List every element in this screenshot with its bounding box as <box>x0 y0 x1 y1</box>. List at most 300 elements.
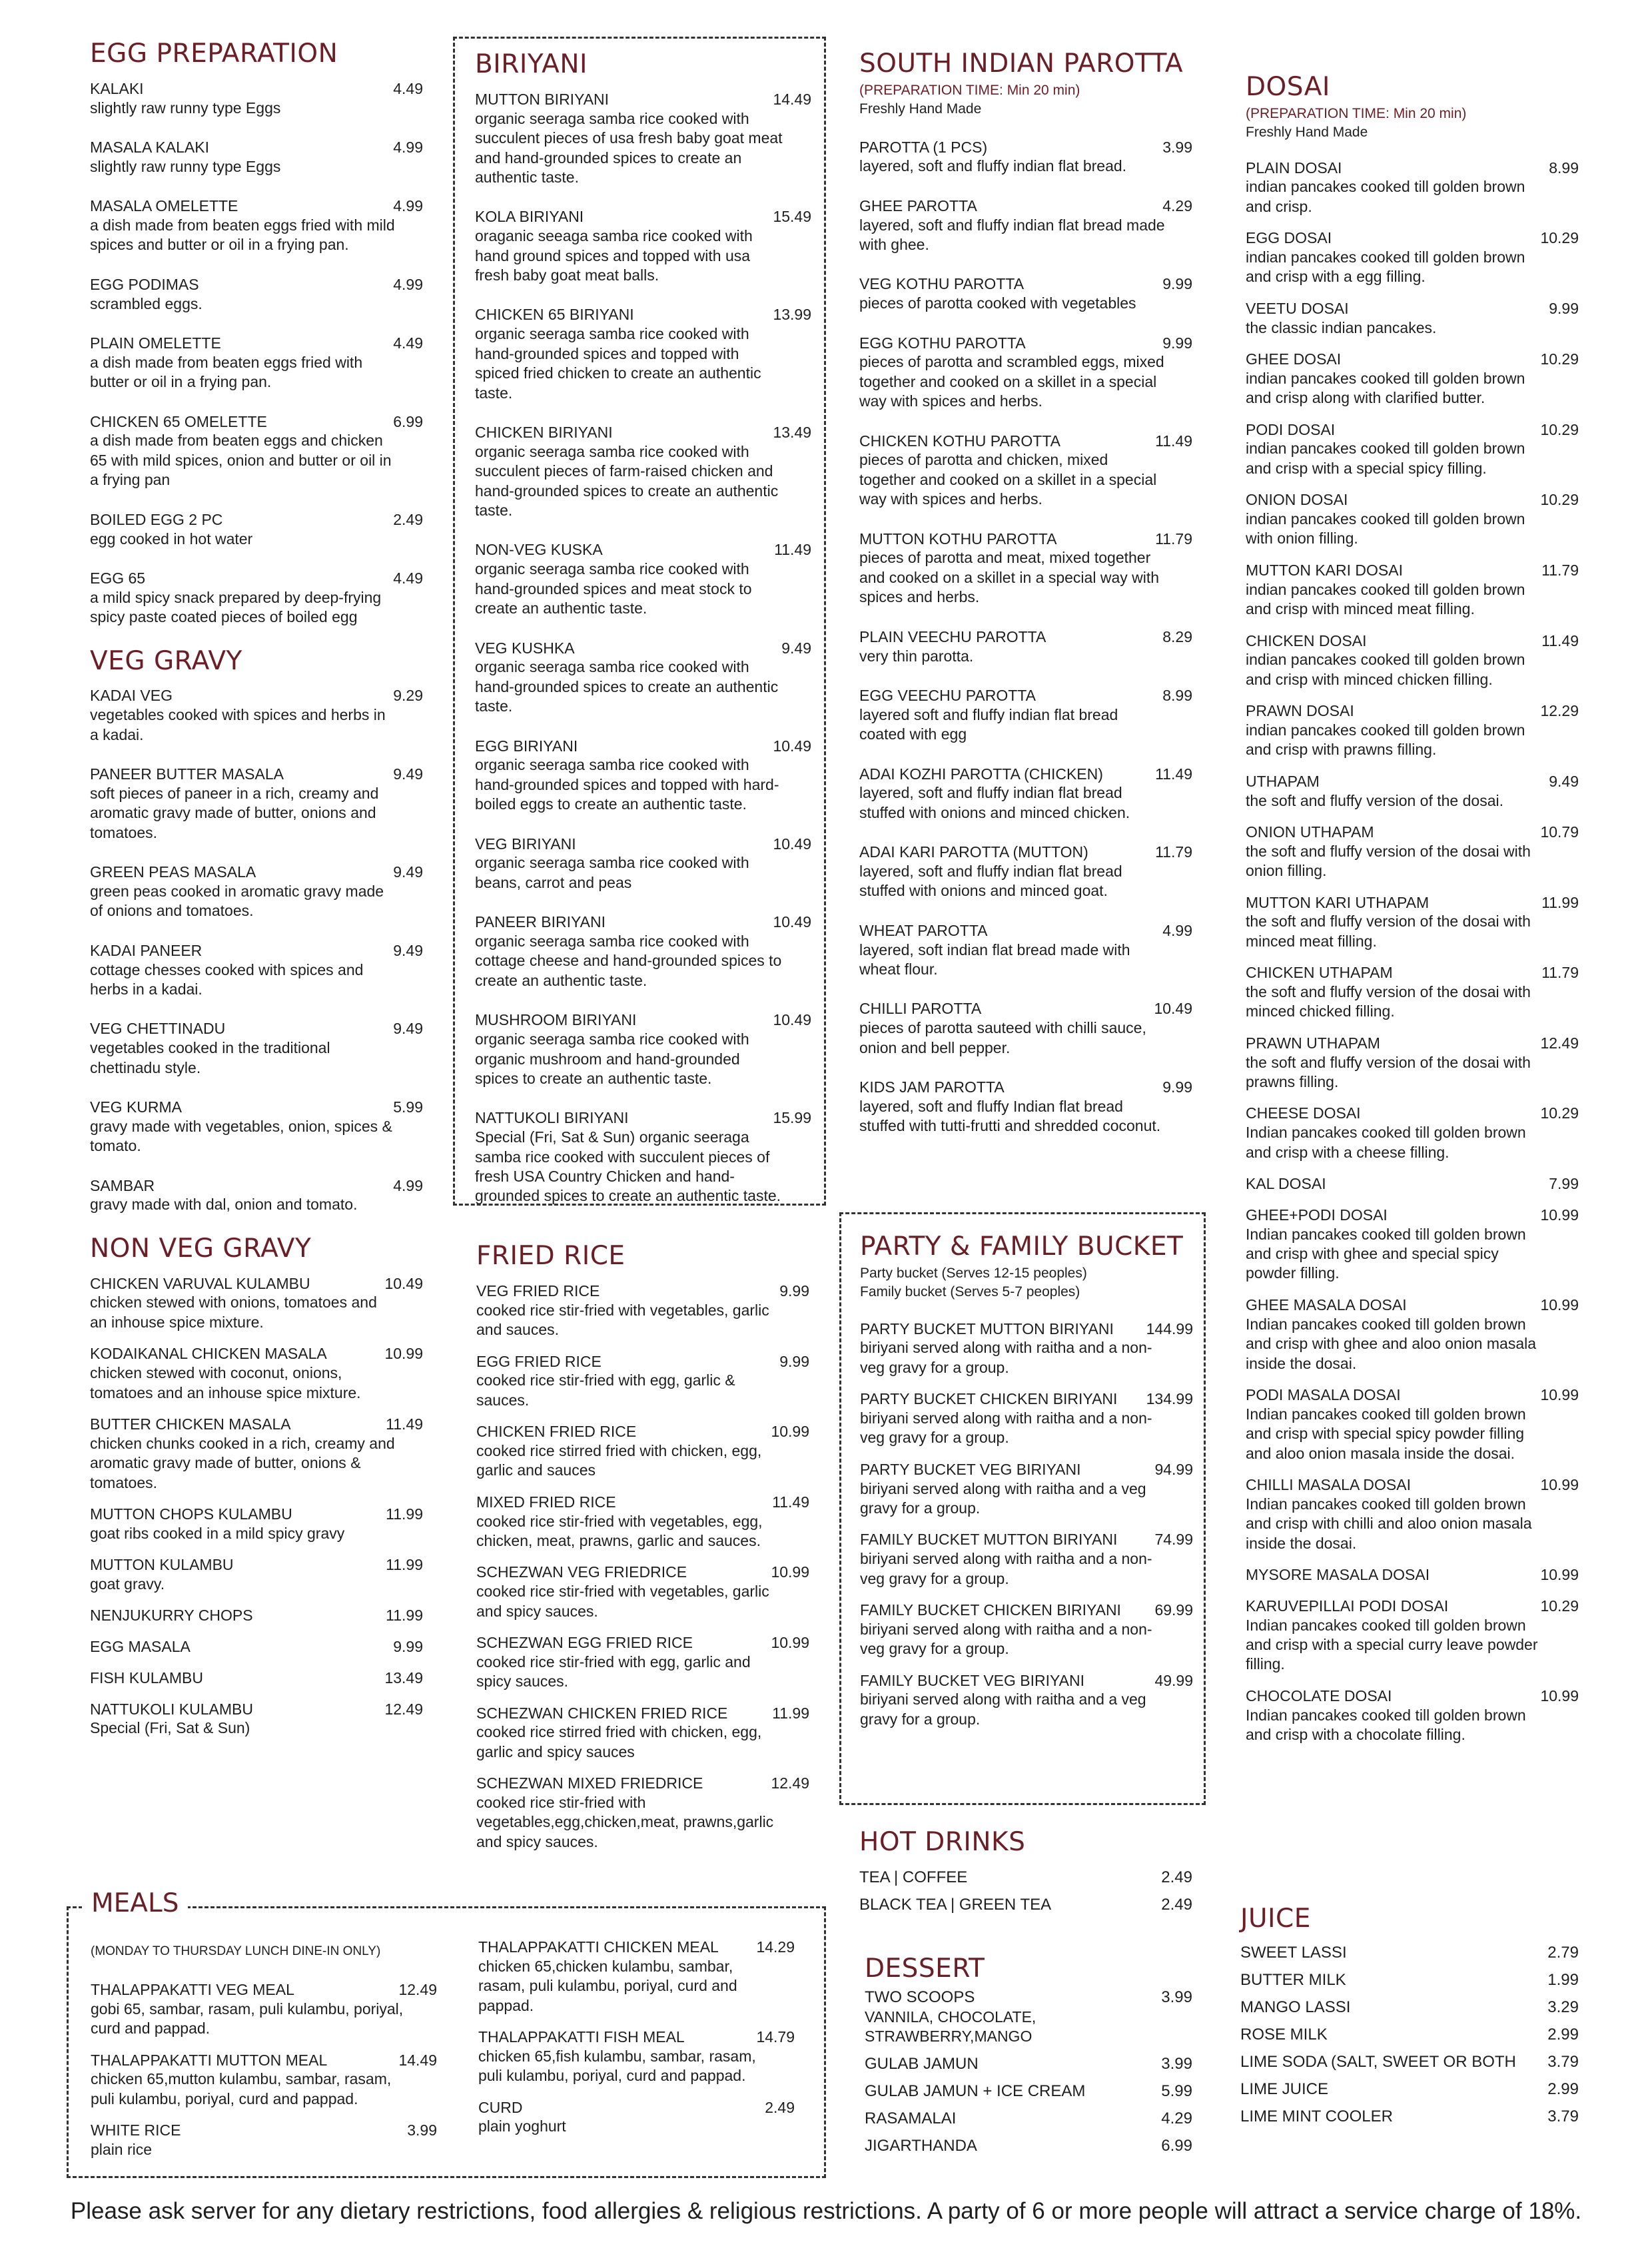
menu-item <box>1246 1475 1579 1553</box>
menu-item-header <box>90 1274 423 1294</box>
menu-item <box>1246 963 1579 1022</box>
menu-item-name: GHEE PAROTTA <box>859 196 977 214</box>
menu-item-name: MIXED FRIED RICE <box>476 1493 616 1511</box>
menu-item-price: 10.49 <box>773 835 811 853</box>
menu-item-description: a dish made from beaten eggs fried with butter or oil in a frying pan. <box>90 353 363 391</box>
menu-item-price: 11.99 <box>1541 893 1579 911</box>
menu-item-header <box>475 305 811 324</box>
menu-item-name: KODAIKANAL CHICKEN MASALA <box>90 1345 327 1363</box>
menu-item-name: GULAB JAMUN <box>865 2054 979 2073</box>
menu-item-description: cooked rice stir-fried with vegetables, egg, chicken, meat, prawns, garlic and sauces. <box>476 1512 763 1549</box>
menu-item-header <box>859 432 1192 451</box>
menu-item-price: 5.99 <box>393 1098 423 1116</box>
party-note: Party bucket (Serves 12-15 peoples) <box>860 1265 1087 1281</box>
menu-item-name: PARTY BUCKET MUTTON BIRIYANI <box>860 1319 1114 1337</box>
menu-item <box>476 1774 809 1852</box>
menu-item-header <box>859 138 1192 157</box>
menu-item <box>1246 823 1579 881</box>
menu-item <box>865 2136 1192 2156</box>
egg-preparation-section <box>90 40 423 627</box>
menu-item-price: 12.49 <box>384 1700 423 1718</box>
menu-item-header <box>1240 2025 1579 2045</box>
menu-item-price: 13.99 <box>773 306 811 324</box>
menu-item-price: 10.49 <box>1154 1000 1192 1018</box>
menu-item-header <box>1246 299 1579 318</box>
menu-item-name: ROSE MILK <box>1240 2025 1328 2044</box>
menu-item-header <box>859 274 1192 294</box>
menu-item-description: layered, soft and fluffy indian flat bread stuffed with onions and minced chicken. <box>859 784 1130 821</box>
menu-item-price: 15.99 <box>773 1109 811 1127</box>
menu-item-name: EGG BIRIYANI <box>475 737 578 755</box>
section-title: DOSAI <box>1246 72 1330 102</box>
menu-item-description: pieces of parotta cooked with vegetables <box>859 294 1136 312</box>
dessert-section <box>865 1955 1192 2163</box>
menu-item <box>475 423 811 521</box>
menu-item-name: FAMILY BUCKET VEG BIRIYANI <box>860 1671 1085 1689</box>
menu-item-description: organic seeraga samba rice cooked with beans, carrot and peas <box>475 854 749 891</box>
menu-item-header <box>1240 1998 1579 2018</box>
menu-item-price: 11.49 <box>774 541 811 559</box>
menu-item-description: Indian pancakes cooked till golden brown and crisp with ghee and special spicy powder filling. <box>1246 1225 1526 1282</box>
menu-item-name: KAL DOSAI <box>1246 1175 1326 1193</box>
menu-item-header <box>1246 1206 1579 1225</box>
menu-item <box>859 999 1192 1058</box>
menu-item <box>1246 1104 1579 1162</box>
menu-item-name: LIME MINT COOLER <box>1240 2107 1393 2125</box>
menu-item-header <box>478 2098 795 2117</box>
menu-item-description: the soft and fluffy version of the dosai with minced meat filling. <box>1246 913 1531 950</box>
menu-item <box>859 1078 1192 1136</box>
menu-item-price: 4.49 <box>393 569 423 587</box>
menu-item-header <box>1246 631 1579 651</box>
menu-item <box>90 1505 423 1543</box>
menu-item <box>1246 1034 1579 1092</box>
menu-item <box>860 1530 1193 1589</box>
menu-item-header <box>90 510 423 530</box>
menu-item-header <box>859 627 1192 647</box>
menu-item-name: MUTTON KOTHU PAROTTA <box>859 530 1057 548</box>
menu-item-header <box>1246 350 1579 369</box>
menu-item <box>476 1563 809 1621</box>
section-title: FRIED RICE <box>476 1241 625 1271</box>
menu-item-header <box>1246 159 1579 178</box>
menu-item-description: organic seeraga samba rice cooked with hand-grounded spices and meat stock to create an authentic taste. <box>475 560 752 617</box>
menu-item <box>475 737 811 815</box>
menu-item-price: 4.29 <box>1161 2109 1192 2127</box>
menu-item-name: BUTTER CHICKEN MASALA <box>90 1415 291 1433</box>
menu-item-name: SCHEZWAN VEG FRIEDRICE <box>476 1563 687 1581</box>
menu-item <box>90 941 423 1000</box>
menu-item-description: layered, soft and fluffy indian flat bread. <box>859 157 1127 175</box>
menu-item-description: Special (Fri, Sat & Sun) <box>90 1719 250 1737</box>
menu-item <box>475 207 811 285</box>
menu-item <box>1246 1296 1579 1373</box>
menu-item-header <box>475 737 811 756</box>
menu-item-price: 11.49 <box>386 1415 423 1433</box>
menu-item-price: 10.49 <box>384 1274 423 1292</box>
menu-item-name: CHOCOLATE DOSAI <box>1246 1686 1392 1704</box>
menu-item-header <box>476 1633 809 1653</box>
menu-item <box>859 627 1192 666</box>
menu-item <box>90 765 423 843</box>
menu-item-name: VEG FRIED RICE <box>476 1282 600 1300</box>
menu-item-header <box>475 835 811 854</box>
menu-item-price: 2.79 <box>1547 1943 1579 1962</box>
menu-item <box>1246 893 1579 952</box>
menu-item <box>1246 159 1579 217</box>
menu-item-description: the soft and fluffy version of the dosai. <box>1246 791 1503 809</box>
menu-item-price: 3.79 <box>1547 2107 1579 2125</box>
menu-item-price: 4.49 <box>393 334 423 352</box>
menu-item-price: 11.99 <box>772 1704 809 1722</box>
menu-item-header <box>90 1344 423 1363</box>
menu-item <box>90 1700 423 1738</box>
menu-item-description: indian pancakes cooked till golden brown and crisp. <box>1246 178 1525 215</box>
menu-item-description: organic seeraga samba rice cooked with succulent pieces of usa fresh baby goat meat and hand-grounded spices to create an authentic taste. <box>475 109 783 186</box>
menu-item-name: GHEE+PODI DOSAI <box>1246 1206 1388 1224</box>
menu-item-name: CHILLI PAROTTA <box>859 1000 982 1018</box>
menu-item-name: MUTTON KULAMBU <box>90 1556 234 1574</box>
menu-item-header <box>1246 963 1579 982</box>
menu-item-price: 74.99 <box>1154 1531 1193 1549</box>
menu-item-price: 8.99 <box>1549 159 1579 177</box>
menu-item-header <box>90 1700 423 1719</box>
menu-item <box>1240 1943 1579 1963</box>
menu-item-price: 1.99 <box>1547 1970 1579 1989</box>
menu-item-description: organic seeraga samba rice cooked with hand-grounded spices and topped with spiced fried chicken to create an authentic taste. <box>475 325 761 402</box>
menu-item-name: UTHAPAM <box>1246 772 1320 790</box>
menu-item <box>865 1988 1192 2047</box>
menu-item <box>859 334 1192 412</box>
menu-item-header <box>1240 2052 1579 2072</box>
menu-item <box>90 863 423 921</box>
menu-item-name: JIGARTHANDA <box>865 2136 977 2155</box>
menu-item-description: chicken chunks cooked in a rich, creamy and aromatic gravy made of butter, onions & tomatoes. <box>90 1434 395 1491</box>
menu-item-header <box>1246 823 1579 842</box>
menu-item-price: 10.49 <box>773 1011 811 1029</box>
menu-item <box>90 1669 423 1688</box>
family-note: Family bucket (Serves 5-7 peoples) <box>860 1284 1080 1300</box>
menu-item <box>90 412 423 490</box>
menu-item-price: 11.79 <box>1541 964 1579 982</box>
menu-item-price: 10.99 <box>1540 1206 1579 1224</box>
menu-item-description: pieces of parotta and meat, mixed together and cooked on a skillet in a special way with spices and herbs. <box>859 549 1160 606</box>
menu-item-price: 10.79 <box>1540 823 1579 841</box>
menu-item-price: 9.99 <box>393 1638 423 1656</box>
item-list <box>90 686 423 1214</box>
menu-item-description: cooked rice stirred fried with chicken, egg, garlic and spicy sauces <box>476 1723 762 1760</box>
menu-item-price: 9.99 <box>779 1282 809 1300</box>
menu-item-header <box>90 1098 423 1117</box>
menu-item-header <box>476 1774 809 1793</box>
menu-item-name: PRAWN UTHAPAM <box>1246 1034 1380 1052</box>
menu-item-description: chicken stewed with coconut, onions, tomatoes and an inhouse spice mixture. <box>90 1364 361 1401</box>
menu-item-header <box>860 1389 1193 1409</box>
menu-item-description: biriyani served along with raitha and a non-veg gravy for a group. <box>860 1409 1152 1447</box>
menu-item-price: 9.49 <box>781 639 811 657</box>
menu-item-header <box>90 412 423 432</box>
menu-item-name: FAMILY BUCKET MUTTON BIRIYANI <box>860 1531 1118 1549</box>
menu-item-header <box>475 207 811 226</box>
menu-item-price: 3.79 <box>1547 2052 1579 2071</box>
menu-item <box>476 1282 809 1340</box>
menu-item-header <box>90 334 423 353</box>
menu-item-name: MUTTON KARI UTHAPAM <box>1246 893 1430 911</box>
menu-item <box>1246 772 1579 811</box>
menu-item-price: 9.49 <box>393 765 423 783</box>
menu-item <box>1246 1206 1579 1284</box>
menu-item-description: indian pancakes cooked till golden brown and crisp with a egg filling. <box>1246 248 1525 286</box>
menu-item-name: KOLA BIRIYANI <box>475 208 584 226</box>
menu-item-header <box>1246 701 1579 721</box>
menu-item-description: Indian pancakes cooked till golden brown and crisp with a special curry leave powder filling. <box>1246 1616 1538 1673</box>
menu-item-description: vegetables cooked in the traditional chettinadu style. <box>90 1039 330 1076</box>
menu-item-description: chicken 65,fish kulambu, sambar, rasam, puli kulambu, poriyal, curd and pappad. <box>478 2047 756 2085</box>
menu-item-price: 3.99 <box>1162 138 1192 156</box>
menu-item-header <box>90 1606 423 1625</box>
menu-item-price: 6.99 <box>393 412 423 430</box>
menu-item-description: pieces of parotta and scrambled eggs, mixed together and cooked on a skillet in a special way with spices and herbs. <box>859 353 1164 410</box>
menu-item-description: indian pancakes cooked till golden brown and crisp with prawns filling. <box>1246 721 1525 759</box>
menu-item-description: cooked rice stirred fried with chicken, egg, garlic and sauces <box>476 1441 762 1479</box>
menu-item-price: 9.99 <box>779 1352 809 1370</box>
menu-item-price: 12.49 <box>398 1981 437 1998</box>
menu-item-name: CHICKEN 65 OMELETTE <box>90 412 267 430</box>
menu-item <box>860 1601 1193 1659</box>
menu-item-name: SCHEZWAN CHICKEN FRIED RICE <box>476 1704 728 1722</box>
item-list <box>859 1868 1192 1915</box>
menu-item-description: soft pieces of paneer in a rich, creamy and aromatic gravy made of butter, onions and tomatoes. <box>90 784 379 841</box>
menu-item-name: MUTTON BIRIYANI <box>475 90 610 108</box>
menu-item-name: CHEESE DOSAI <box>1246 1104 1361 1122</box>
menu-item <box>91 1980 437 2039</box>
column-1 <box>90 40 423 1750</box>
menu-item-name: VEG CHETTINADU <box>90 1020 226 1038</box>
menu-item <box>475 90 811 188</box>
menu-item-name: RASAMALAI <box>865 2109 957 2127</box>
menu-item-price: 11.79 <box>1541 561 1579 579</box>
menu-item-name: SAMBAR <box>90 1176 155 1194</box>
section-title: SOUTH INDIAN PAROTTA <box>859 49 1184 79</box>
menu-item-price: 4.99 <box>393 1176 423 1194</box>
menu-item-price: 9.49 <box>1549 772 1579 790</box>
menu-item-price: 2.49 <box>393 510 423 528</box>
menu-item <box>476 1633 809 1692</box>
menu-item <box>91 2051 437 2109</box>
menu-item <box>1240 2025 1579 2045</box>
menu-item-header <box>90 1637 423 1657</box>
menu-item-price: 134.99 <box>1146 1390 1193 1408</box>
menu-item-price: 144.99 <box>1146 1319 1193 1337</box>
menu-item-description: the soft and fluffy version of the dosai with minced chicked filling. <box>1246 982 1531 1020</box>
menu-item-price: 9.49 <box>393 1020 423 1038</box>
menu-item-name: EGG PODIMAS <box>90 275 199 293</box>
menu-item-header <box>90 79 423 99</box>
menu-item-name: PLAIN VEECHU PAROTTA <box>859 627 1046 645</box>
menu-item <box>859 432 1192 510</box>
menu-item-description: slightly raw runny type Eggs <box>90 157 281 175</box>
menu-item-price: 10.99 <box>1540 1566 1579 1584</box>
menu-item-name: FAMILY BUCKET CHICKEN BIRIYANI <box>860 1601 1121 1619</box>
menu-item-price: 69.99 <box>1154 1601 1193 1619</box>
menu-item-price: 5.99 <box>1161 2081 1192 2100</box>
menu-item-name: MUTTON CHOPS KULAMBU <box>90 1505 292 1523</box>
menu-item <box>1240 1998 1579 2018</box>
menu-item-header <box>1246 1174 1579 1194</box>
menu-item-name: SWEET LASSI <box>1240 1943 1347 1962</box>
menu-item-header <box>865 2081 1192 2101</box>
menu-item-price: 94.99 <box>1154 1460 1193 1478</box>
menu-item-header <box>859 1895 1192 1915</box>
menu-item-name: MYSORE MASALA DOSAI <box>1246 1566 1430 1584</box>
menu-item-header <box>475 423 811 442</box>
menu-item-description: egg cooked in hot water <box>90 530 253 548</box>
meals-title: MEALS <box>82 1888 188 1918</box>
menu-item-price: 11.49 <box>772 1493 809 1511</box>
menu-item-name: CHILLI MASALA DOSAI <box>1246 1476 1411 1494</box>
menu-item-description: Indian pancakes cooked till golden brown and crisp with chilli and aloo onion masala inside the dosai. <box>1246 1495 1532 1552</box>
menu-item <box>90 1176 423 1215</box>
menu-item-description: biriyani served along with raitha and a veg gravy for a group. <box>860 1479 1146 1517</box>
biriyani-box <box>453 37 826 1206</box>
menu-item <box>90 686 423 745</box>
menu-item-description: indian pancakes cooked till golden brown and crisp with a special spicy filling. <box>1246 440 1525 477</box>
menu-item-name: GREEN PEAS MASALA <box>90 863 256 881</box>
menu-item-name: NON-VEG KUSKA <box>475 541 603 559</box>
menu-item-price: 11.49 <box>1155 765 1192 783</box>
menu-item <box>859 1868 1192 1888</box>
menu-item-header <box>1246 490 1579 510</box>
menu-item-description: indian pancakes cooked till golden brown and crisp with minced meat filling. <box>1246 580 1525 618</box>
menu-item-description: Indian pancakes cooked till golden brown and crisp with ghee and aloo onion masala inside the dosai. <box>1246 1315 1537 1372</box>
menu-item-description: scrambled eggs. <box>90 294 203 312</box>
menu-item <box>478 2098 795 2137</box>
menu-item-name: ADAI KARI PAROTTA (MUTTON) <box>859 843 1088 861</box>
section-title: PARTY & FAMILY BUCKET <box>860 1232 1184 1262</box>
menu-item-price: 9.49 <box>393 863 423 881</box>
menu-item-name: CHICKEN FRIED RICE <box>476 1423 637 1441</box>
menu-item-description: oraganic seeaga samba rice cooked with hand ground spices and topped with usa fresh baby goat meat balls. <box>475 227 753 284</box>
parotta-fresh-note: Freshly Hand Made <box>859 101 982 117</box>
menu-item-header <box>478 1938 795 1957</box>
menu-item-name: CURD <box>478 2098 523 2116</box>
menu-item-price: 9.29 <box>393 687 423 705</box>
menu-item-header <box>859 530 1192 549</box>
meals-box <box>67 1888 826 2178</box>
fried-rice-section <box>476 1242 809 1864</box>
menu-item-description: indian pancakes cooked till golden brown and crisp with minced chicken filling. <box>1246 651 1525 688</box>
dosai-section <box>1246 73 1579 1757</box>
menu-item-name: NENJUKURRY CHOPS <box>90 1607 253 1625</box>
menu-item-price: 10.99 <box>384 1345 423 1363</box>
menu-item <box>476 1352 809 1411</box>
menu-item-price: 11.99 <box>386 1556 423 1574</box>
menu-item-name: VEG KOTHU PAROTTA <box>859 275 1025 293</box>
menu-item-name: PRAWN DOSAI <box>1246 702 1354 720</box>
section-title: NON VEG GRAVY <box>90 1233 312 1264</box>
meals-note: (MONDAY TO THURSDAY LUNCH DINE-IN ONLY) <box>91 1944 381 1958</box>
menu-item-header <box>90 686 423 705</box>
menu-item <box>859 196 1192 255</box>
menu-item-price: 10.99 <box>1540 1686 1579 1704</box>
menu-item-price: 4.99 <box>393 139 423 157</box>
menu-item-description: chicken 65,mutton kulambu, sambar, rasam, puli kulambu, poriyal, curd and pappad. <box>91 2070 392 2107</box>
menu-item <box>90 196 423 255</box>
menu-item-header <box>865 1988 1192 2008</box>
menu-item-description: pieces of parotta and chicken, mixed together and cooked on a skillet in a special way with spices and herbs. <box>859 451 1157 508</box>
menu-item <box>859 530 1192 607</box>
menu-item-name: WHEAT PAROTTA <box>859 921 988 939</box>
menu-item-header <box>1246 1034 1579 1053</box>
menu-item-name: FISH KULAMBU <box>90 1669 203 1686</box>
item-list <box>865 1988 1192 2156</box>
menu-item-description: Indian pancakes cooked till golden brown and crisp with special spicy powder filling and aloo onion masala inside the dosai. <box>1246 1405 1526 1462</box>
menu-item-name: NATTUKOLI KULAMBU <box>90 1700 253 1718</box>
menu-item-description: chicken 65,chicken kulambu, sambar, rasam, puli kulambu, poriyal, curd and pappad. <box>478 1957 737 2014</box>
menu-item-header <box>1246 228 1579 248</box>
menu-item-header <box>476 1282 809 1301</box>
menu-item-header <box>91 1980 437 2000</box>
menu-item-price: 3.99 <box>1161 1988 1192 2006</box>
menu-item-header <box>90 275 423 294</box>
menu-item <box>475 540 811 618</box>
footer-note: Please ask server for any dietary restrictions, food allergies & religious restrictions. A party of 6 or more people will attract a service charge of 18%. <box>70 2198 1582 2224</box>
menu-item-price: 2.49 <box>1161 1895 1192 1914</box>
menu-item <box>475 639 811 717</box>
parotta-prep-note: (PREPARATION TIME: Min 20 min) <box>859 82 1080 98</box>
menu-item <box>1246 561 1579 619</box>
menu-item <box>475 305 811 403</box>
item-list <box>90 79 423 627</box>
menu-item-price: 10.99 <box>1540 1385 1579 1403</box>
menu-item-price: 10.99 <box>771 1634 809 1652</box>
menu-item-description: gobi 65, sambar, rasam, puli kulambu, poriyal, curd and pappad. <box>91 2000 404 2038</box>
menu-item-price: 9.99 <box>1162 275 1192 293</box>
menu-item-price: 8.99 <box>1162 686 1192 704</box>
menu-item-price: 10.49 <box>773 737 811 755</box>
menu-item-name: MUTTON KARI DOSAI <box>1246 561 1403 579</box>
item-list <box>1240 1943 1579 2127</box>
menu-item-header <box>1246 1475 1579 1495</box>
menu-item-header <box>478 2028 795 2047</box>
menu-item <box>90 510 423 549</box>
menu-item-price: 10.99 <box>771 1423 809 1441</box>
menu-item <box>859 686 1192 745</box>
menu-item-name: KARUVEPILLAI PODI DOSAI <box>1246 1597 1449 1615</box>
menu-item-description: organic seeraga samba rice cooked with hand-grounded spices to create an authentic taste. <box>475 658 779 715</box>
menu-item <box>859 138 1192 177</box>
menu-item-name: MASALA KALAKI <box>90 139 209 157</box>
menu-item <box>90 79 423 118</box>
menu-item <box>1246 1174 1579 1194</box>
menu-item <box>90 1606 423 1625</box>
menu-item <box>1240 2052 1579 2072</box>
menu-item-description: gravy made with vegetables, onion, spices & tomato. <box>90 1117 392 1155</box>
menu-item-description: a dish made from beaten eggs fried with mild spices and butter or oil in a frying pan. <box>90 216 395 254</box>
menu-item-name: BOILED EGG 2 PC <box>90 510 223 528</box>
menu-item-header <box>1246 561 1579 580</box>
non-veg-gravy-section <box>90 1235 423 1738</box>
menu-item-price: 11.79 <box>1155 530 1192 548</box>
menu-item-price: 11.99 <box>386 1505 423 1523</box>
menu-item <box>475 1108 811 1206</box>
item-list <box>476 1282 809 1852</box>
menu-item-price: 10.99 <box>1540 1296 1579 1313</box>
menu-item-name: VEG KURMA <box>90 1098 183 1116</box>
menu-item-header <box>90 138 423 157</box>
menu-item-header <box>865 2136 1192 2156</box>
menu-item-description: plain rice <box>91 2141 153 2158</box>
